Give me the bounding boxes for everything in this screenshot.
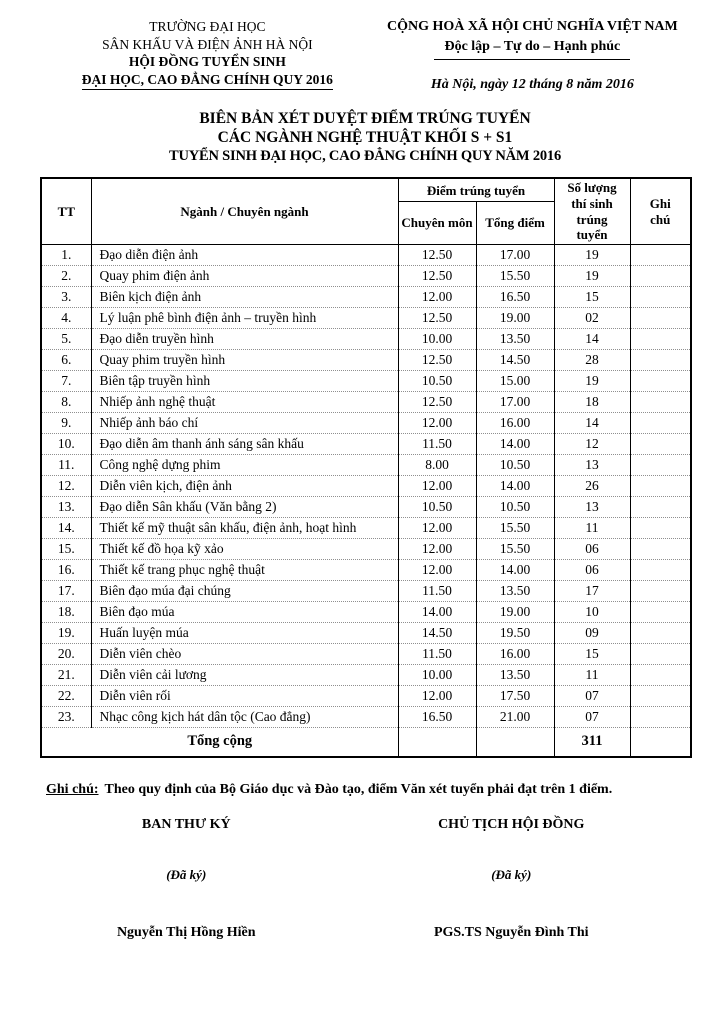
row-number: 17. <box>41 580 91 601</box>
table-row <box>41 706 691 727</box>
note-cell <box>630 580 691 601</box>
note-cell <box>630 244 691 265</box>
admitted-count: 10 <box>554 601 630 622</box>
admitted-count: 14 <box>554 412 630 433</box>
specialty-score: 12.50 <box>398 265 476 286</box>
note-cell <box>630 349 691 370</box>
total-score: 14.00 <box>476 475 554 496</box>
admitted-count: 06 <box>554 559 630 580</box>
note-cell <box>630 664 691 685</box>
row-number: 13. <box>41 496 91 517</box>
total-score: 21.00 <box>476 706 554 727</box>
major-name: Quay phim điện ảnh <box>91 265 398 286</box>
total-score: 14.00 <box>476 559 554 580</box>
row-number: 21. <box>41 664 91 685</box>
major-name: Diễn viên cải lương <box>91 664 398 685</box>
specialty-score: 10.00 <box>398 328 476 349</box>
total-score: 13.50 <box>476 580 554 601</box>
chairman-signature-block <box>333 817 691 941</box>
admitted-count: 28 <box>554 349 630 370</box>
specialty-score: 16.50 <box>398 706 476 727</box>
row-number: 19. <box>41 622 91 643</box>
major-name: Nhiếp ảnh nghệ thuật <box>91 391 398 412</box>
table-row <box>41 433 691 454</box>
specialty-score: 12.00 <box>398 475 476 496</box>
table-row <box>41 328 691 349</box>
table-header <box>41 178 691 244</box>
table-row <box>41 685 691 706</box>
admitted-count: 13 <box>554 496 630 517</box>
chairman-signed-note: (Đã ký) <box>491 867 532 883</box>
note-cell <box>630 370 691 391</box>
major-name: Biên đạo múa <box>91 601 398 622</box>
note-cell <box>630 559 691 580</box>
total-score: 15.50 <box>476 265 554 286</box>
row-number: 20. <box>41 643 91 664</box>
secretary-signature-block <box>40 817 333 941</box>
secretary-signed-note: (Đã ký) <box>166 867 207 883</box>
secretary-title: BAN THƯ KÝ <box>141 817 231 833</box>
table-row <box>41 370 691 391</box>
row-number: 4. <box>41 307 91 328</box>
table-row <box>41 412 691 433</box>
major-name: Biên tập truyền hình <box>91 370 398 391</box>
row-number: 1. <box>41 244 91 265</box>
row-number: 14. <box>41 517 91 538</box>
title-line-3: TUYỂN SINH ĐẠI HỌC, CAO ĐẲNG CHÍNH QUY NĂM 2016 <box>168 148 562 165</box>
admitted-count: 12 <box>554 433 630 454</box>
admitted-count: 15 <box>554 286 630 307</box>
total-label: Tổng cộng <box>41 727 398 757</box>
total-score-empty <box>476 727 554 757</box>
major-name: Thiết kế trang phục nghệ thuật <box>91 559 398 580</box>
total-score: 13.50 <box>476 664 554 685</box>
table-row <box>41 454 691 475</box>
note-cell <box>630 328 691 349</box>
table-row <box>41 559 691 580</box>
admitted-count: 14 <box>554 328 630 349</box>
table-row <box>41 496 691 517</box>
admission-year-line: ĐẠI HỌC, CAO ĐẲNG CHÍNH QUY 2016 <box>82 71 333 91</box>
major-name: Thiết kế đồ họa kỹ xảo <box>91 538 398 559</box>
specialty-score: 14.50 <box>398 622 476 643</box>
major-name: Diễn viên rối <box>91 685 398 706</box>
major-name: Biên đạo múa đại chúng <box>91 580 398 601</box>
header-total-score: Tổng điểm <box>476 202 554 244</box>
admission-score-table <box>40 177 692 757</box>
admitted-count: 26 <box>554 475 630 496</box>
admitted-count: 19 <box>554 244 630 265</box>
note-cell <box>630 307 691 328</box>
row-number: 23. <box>41 706 91 727</box>
chairman-title: CHỦ TỊCH HỘI ĐỒNG <box>438 817 585 833</box>
major-name: Thiết kế mỹ thuật sân khấu, điện ảnh, hoạt hình <box>91 517 398 538</box>
total-note-empty <box>630 727 691 757</box>
admitted-count: 15 <box>554 643 630 664</box>
signature-section <box>40 817 690 941</box>
note-cell <box>630 622 691 643</box>
specialty-score: 12.00 <box>398 559 476 580</box>
specialty-score: 11.50 <box>398 433 476 454</box>
specialty-score: 11.50 <box>398 580 476 601</box>
major-name: Đạo diễn âm thanh ánh sáng sân khấu <box>91 433 398 454</box>
major-name: Công nghệ dựng phim <box>91 454 398 475</box>
secretary-name: Nguyễn Thị Hồng Hiền <box>116 925 256 941</box>
major-name: Nhạc công kịch hát dân tộc (Cao đẳng) <box>91 706 398 727</box>
specialty-score: 12.00 <box>398 517 476 538</box>
major-name: Đạo diễn Sân khấu (Văn bằng 2) <box>91 496 398 517</box>
specialty-score: 10.00 <box>398 664 476 685</box>
specialty-score: 12.50 <box>398 244 476 265</box>
total-score: 14.00 <box>476 433 554 454</box>
admitted-count: 13 <box>554 454 630 475</box>
row-number: 8. <box>41 391 91 412</box>
table-row <box>41 580 691 601</box>
university-line-1: TRƯỜNG ĐẠI HỌC <box>149 19 266 34</box>
footnote <box>40 776 690 803</box>
admitted-count: 11 <box>554 664 630 685</box>
major-name: Lý luận phê bình điện ảnh – truyền hình <box>91 307 398 328</box>
row-number: 22. <box>41 685 91 706</box>
document-date: Hà Nội, ngày 12 tháng 8 năm 2016 <box>430 77 634 93</box>
admitted-count: 17 <box>554 580 630 601</box>
total-specialty-score-empty <box>398 727 476 757</box>
admitted-count: 19 <box>554 370 630 391</box>
table-row <box>41 664 691 685</box>
note-cell <box>630 433 691 454</box>
admitted-count: 09 <box>554 622 630 643</box>
header-major: Ngành / Chuyên ngành <box>91 178 398 244</box>
letterhead <box>40 18 690 95</box>
specialty-score: 12.00 <box>398 412 476 433</box>
table-row <box>41 307 691 328</box>
page-title <box>40 109 690 166</box>
table-row <box>41 475 691 496</box>
admitted-count: 02 <box>554 307 630 328</box>
title-line-2: CÁC NGÀNH NGHỆ THUẬT KHỐI S + S1 <box>217 128 513 146</box>
total-admitted-count: 311 <box>554 727 630 757</box>
table-row <box>41 643 691 664</box>
chairman-name: PGS.TS Nguyễn Đình Thi <box>433 925 589 941</box>
row-number: 5. <box>41 328 91 349</box>
specialty-score: 12.00 <box>398 286 476 307</box>
total-score: 16.00 <box>476 412 554 433</box>
major-name: Nhiếp ảnh báo chí <box>91 412 398 433</box>
header-specialty-score: Chuyên môn <box>398 202 476 244</box>
note-cell <box>630 706 691 727</box>
specialty-score: 8.00 <box>398 454 476 475</box>
major-name: Biên kịch điện ảnh <box>91 286 398 307</box>
total-score: 16.50 <box>476 286 554 307</box>
specialty-score: 12.00 <box>398 685 476 706</box>
national-header-block <box>375 18 690 95</box>
specialty-score: 12.00 <box>398 538 476 559</box>
table-row <box>41 265 691 286</box>
row-number: 6. <box>41 349 91 370</box>
note-cell <box>630 412 691 433</box>
total-score: 10.50 <box>476 496 554 517</box>
row-number: 10. <box>41 433 91 454</box>
header-score-group: Điểm trúng tuyển <box>398 178 554 202</box>
note-cell <box>630 643 691 664</box>
title-line-1: BIÊN BẢN XÉT DUYỆT ĐIỂM TRÚNG TUYỂN <box>199 109 531 127</box>
total-row <box>41 727 691 757</box>
note-cell <box>630 517 691 538</box>
row-number: 7. <box>41 370 91 391</box>
major-name: Đạo diễn điện ảnh <box>91 244 398 265</box>
row-number: 18. <box>41 601 91 622</box>
total-score: 17.00 <box>476 391 554 412</box>
council-line: HỘI ĐỒNG TUYỂN SINH <box>128 54 286 70</box>
total-score: 13.50 <box>476 328 554 349</box>
major-name: Quay phim truyền hình <box>91 349 398 370</box>
note-cell <box>630 538 691 559</box>
major-name: Diễn viên chèo <box>91 643 398 664</box>
table-footer <box>41 727 691 757</box>
note-cell <box>630 286 691 307</box>
specialty-score: 12.50 <box>398 349 476 370</box>
note-cell <box>630 265 691 286</box>
row-number: 11. <box>41 454 91 475</box>
header-tt: TT <box>41 178 91 244</box>
header-admitted-count: Số lượng thí sinh trúng tuyển <box>554 178 630 244</box>
table-row <box>41 349 691 370</box>
specialty-score: 12.50 <box>398 307 476 328</box>
specialty-score: 10.50 <box>398 496 476 517</box>
total-score: 14.50 <box>476 349 554 370</box>
row-number: 3. <box>41 286 91 307</box>
specialty-score: 11.50 <box>398 643 476 664</box>
total-score: 17.00 <box>476 244 554 265</box>
admitted-count: 06 <box>554 538 630 559</box>
specialty-score: 10.50 <box>398 370 476 391</box>
row-number: 9. <box>41 412 91 433</box>
total-score: 10.50 <box>476 454 554 475</box>
total-score: 19.00 <box>476 601 554 622</box>
admitted-count: 07 <box>554 706 630 727</box>
note-cell <box>630 685 691 706</box>
issuing-organization-block <box>40 18 375 95</box>
admitted-count: 19 <box>554 265 630 286</box>
row-number: 16. <box>41 559 91 580</box>
total-score: 15.50 <box>476 517 554 538</box>
table-row <box>41 622 691 643</box>
total-score: 19.00 <box>476 307 554 328</box>
major-name: Đạo diễn truyền hình <box>91 328 398 349</box>
total-score: 15.50 <box>476 538 554 559</box>
admitted-count: 18 <box>554 391 630 412</box>
table-row <box>41 517 691 538</box>
national-title: CỘNG HOÀ XÃ HỘI CHỦ NGHĨA VIỆT NAM <box>386 19 678 34</box>
total-score: 15.00 <box>476 370 554 391</box>
note-cell <box>630 454 691 475</box>
major-name: Diễn viên kịch, điện ảnh <box>91 475 398 496</box>
university-line-2: SÂN KHẤU VÀ ĐIỆN ẢNH HÀ NỘI <box>102 36 313 52</box>
footnote-text: Theo quy định của Bộ Giáo dục và Đào tạo, điểm Văn xét tuyển phải đạt trên 1 điểm. <box>104 781 613 797</box>
table-body <box>41 244 691 727</box>
specialty-score: 14.00 <box>398 601 476 622</box>
table-row <box>41 391 691 412</box>
total-score: 19.50 <box>476 622 554 643</box>
total-score: 17.50 <box>476 685 554 706</box>
specialty-score: 12.50 <box>398 391 476 412</box>
footnote-label: Ghi chú: <box>46 781 99 797</box>
header-note: Ghi chú <box>630 178 691 244</box>
row-number: 15. <box>41 538 91 559</box>
note-cell <box>630 475 691 496</box>
table-row <box>41 538 691 559</box>
national-motto: Độc lập – Tự do – Hạnh phúc <box>434 38 630 60</box>
table-row <box>41 286 691 307</box>
table-row <box>41 244 691 265</box>
table-row <box>41 601 691 622</box>
note-cell <box>630 391 691 412</box>
row-number: 2. <box>41 265 91 286</box>
note-cell <box>630 601 691 622</box>
note-cell <box>630 496 691 517</box>
total-score: 16.00 <box>476 643 554 664</box>
major-name: Huấn luyện múa <box>91 622 398 643</box>
row-number: 12. <box>41 475 91 496</box>
admitted-count: 07 <box>554 685 630 706</box>
admitted-count: 11 <box>554 517 630 538</box>
